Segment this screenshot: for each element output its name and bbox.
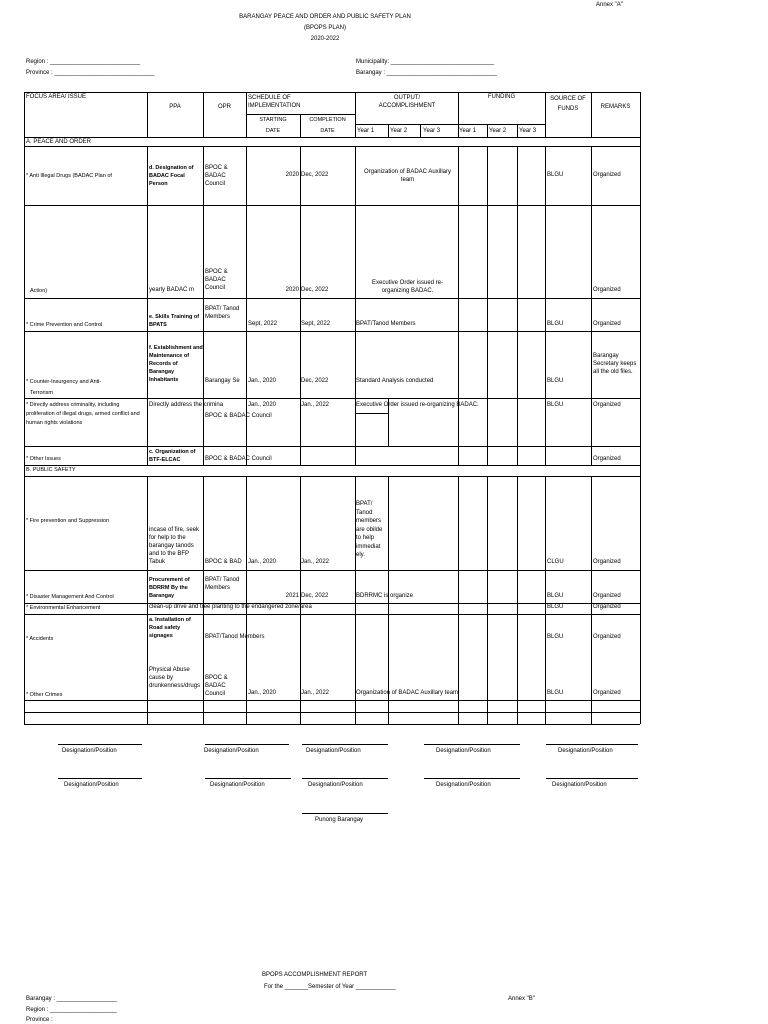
row7-output: BPAT/ Tanod members are obilde to help immediat ely.	[356, 501, 383, 558]
sig-9: Designation/Position	[436, 782, 491, 788]
row11-remarks: Organized	[593, 690, 621, 696]
row11-end: Jan., 2022	[301, 690, 330, 696]
report-title: BPOPS ACCOMPLISHMENT REPORT	[262, 972, 368, 978]
row3-ppa: e. Skills Training of BPATS	[149, 314, 200, 328]
row5-source: BLGU	[547, 402, 564, 408]
header-schedule: SCHEDULE OF IMPLEMENTATION	[248, 95, 301, 109]
sig-10: Designation/Position	[552, 782, 607, 788]
header-focus: FOCUS AREA/ ISSUE	[26, 94, 87, 100]
row4-source: BLGU	[547, 378, 564, 384]
sig-punong-barangay: Punong Barangay	[315, 817, 364, 823]
sig-3: Designation/Position	[306, 748, 361, 754]
row11-ppa: Physical Abuse cause by drunkenness/drugs	[149, 667, 201, 689]
row5-opr: BPOC & BADAC Council	[205, 413, 272, 419]
row5-remarks: Organized	[593, 402, 621, 408]
header-out-year2: Year 2	[390, 128, 408, 134]
row11-source: BLGU	[547, 690, 564, 696]
row3-output: BPAT/Tanod Members	[356, 321, 416, 327]
row5-start: Jan., 2020	[248, 402, 277, 408]
row6-remarks: Organized	[593, 456, 621, 462]
row7-ppa: incase of fire, seek for help to the barangay tanods and to the BFP Tabuk	[149, 527, 200, 565]
row2-output: Executive Order issued re-organizing BADAC.	[371, 280, 444, 294]
row3-source: BLGU	[547, 321, 564, 327]
header-ppa: PPA	[169, 104, 181, 110]
header-fund-year2: Year 2	[489, 128, 507, 134]
row9-source: BLGU	[547, 604, 564, 610]
province-field: Province : ______________________________	[26, 70, 155, 76]
doc-years: 2020-2022	[310, 36, 340, 42]
sig-5: Designation/Position	[558, 748, 613, 754]
row2-start: 2020	[285, 287, 299, 293]
row7-start: Jan., 2020	[248, 559, 277, 565]
municipality-field: Municipality: _______________________________	[356, 59, 495, 65]
row7-remarks: Organized	[593, 559, 621, 565]
row8-focus: * Disaster Management And Control	[26, 594, 114, 600]
row7-end: Jan., 2022	[301, 559, 330, 565]
header-remarks: REMARKS	[600, 104, 631, 110]
row8-source: BLGU	[547, 593, 564, 599]
header-fund-year3: Year 3	[519, 128, 537, 134]
row4-end: Dec, 2022	[301, 378, 329, 384]
row10-ppa: a. Installation of Road safety signages	[149, 617, 191, 639]
row9-remarks: Organized	[593, 604, 621, 610]
row4-opr: Barangay Se	[205, 378, 240, 384]
header-source: SOURCE OF FUNDS	[550, 96, 586, 112]
row5-ppa: Directly address the crimina	[149, 402, 224, 408]
header-fund-year1: Year 1	[459, 128, 477, 134]
row1-start: 2020	[285, 172, 299, 178]
header-completion: COMPLETION	[309, 117, 346, 123]
report-region-field: Region : ____________________	[26, 1007, 117, 1013]
sig-7: Designation/Position	[210, 782, 265, 788]
header-completion-date: DATE	[320, 128, 335, 134]
region-field: Region : ___________________________	[26, 59, 141, 65]
annex-b-label: Annex "B"	[508, 996, 535, 1002]
row4-output: Standard Analysis conducted	[356, 378, 434, 384]
row10-remarks: Organized	[593, 634, 621, 640]
row4-start: Jan., 2020	[248, 378, 277, 384]
doc-subtitle: (BPOPS PLAN)	[303, 25, 346, 31]
row3-remarks: Organized	[593, 321, 621, 327]
row4-focus-cont: Terrorism	[30, 390, 53, 396]
row5-focus: * Directly address criminality, including proliferation of illegal drugs, armed conflict and human rights violations	[26, 402, 140, 426]
row11-focus: * Other Crimes	[26, 692, 63, 698]
header-funding: FUNDING	[487, 94, 516, 100]
sig-2: Designation/Position	[204, 748, 259, 754]
row1-ppa: d. Designation of BADAC Focal Person	[149, 165, 194, 187]
row7-opr: BPOC & BAD	[205, 559, 242, 565]
sig-6: Designation/Position	[64, 782, 119, 788]
row11-start: Jan., 2020	[248, 690, 277, 696]
annex-a-label: Annex "A"	[596, 2, 623, 8]
row8-end: Dec, 2022	[301, 593, 329, 599]
row1-remarks: Organized	[593, 172, 621, 178]
row8-output: BDRRMC is organize	[356, 593, 414, 599]
row9-focus: * Environmental Enhancement	[26, 605, 101, 611]
row1-end: Dec, 2022	[301, 172, 329, 178]
row2-end: Dec, 2022	[301, 287, 329, 293]
row3-start: Sept, 2022	[248, 321, 278, 327]
row4-ppa: f. Establishment and Maintenance of Records of Barangay Inhabitants	[149, 345, 203, 383]
row10-focus: * Accidents	[26, 636, 54, 642]
doc-title: BARANGAY PEACE AND ORDER AND PUBLIC SAFETY PLAN	[239, 14, 411, 20]
row8-start: 2021	[285, 593, 299, 599]
section-public-safety: B. PUBLIC SAFETY	[26, 467, 76, 473]
header-out-year3: Year 3	[423, 128, 441, 134]
header-out-year1: Year 1	[357, 128, 375, 134]
row11-opr: BPOC & BADAC Council	[205, 675, 228, 697]
row2-opr: BPOC & BADAC Council	[205, 269, 228, 291]
row8-opr: BPAT/ Tanod Members	[205, 577, 240, 591]
row7-source: CLGU	[547, 559, 564, 565]
row11-output: Organization of BADAC Auxillary team	[356, 690, 459, 696]
row10-opr: BPAT/Tanod Members	[205, 634, 265, 640]
row1-focus: * Anti Illegal Drugs (BADAC Plan of	[26, 173, 112, 179]
row1-output: Organization of BADAC Auxillary team	[363, 169, 452, 183]
sig-1: Designation/Position	[62, 748, 117, 754]
row9-ppa: clean-up drive and tree planting to the endangered zone/area	[149, 604, 312, 610]
row6-opr: BPOC & BADAC Council	[205, 456, 272, 462]
row3-end: Sept, 2022	[301, 321, 331, 327]
sig-8: Designation/Position	[308, 782, 363, 788]
row5-end: Jan., 2022	[301, 402, 330, 408]
report-barangay-field: Barangay : __________________	[26, 996, 117, 1002]
row1-opr: BPOC & BADAC Council	[205, 165, 228, 187]
row2-focus: Action)	[30, 288, 48, 294]
row7-focus: * Fire prevention and Suppression	[26, 518, 110, 524]
row3-opr: BPAT/ Tanod Members	[205, 306, 240, 320]
row8-remarks: Organized	[593, 593, 621, 599]
header-starting: STARTING	[259, 117, 287, 123]
header-output: OUTPUT/ ACCOMPLISHMENT	[378, 95, 436, 109]
row4-focus: * Counter-Insurgency and Anti-	[26, 379, 102, 385]
row3-focus: * Crime Prevention and Control	[26, 322, 103, 328]
header-starting-date: DATE	[265, 128, 281, 134]
sig-4: Designation/Position	[436, 748, 491, 754]
row5-output: Executive Order issued re-organizing BADAC.	[356, 402, 479, 408]
row4-remarks: Barangay Secretary keeps all the old files.	[593, 353, 637, 375]
barangay-field: Barangay : _________________________________	[356, 70, 497, 76]
row8-ppa: Procurement of BDRRM By the Barangay	[149, 577, 190, 599]
section-peace-order: A. PEACE AND ORDER	[26, 139, 92, 145]
report-province-field: Province :	[26, 1017, 53, 1023]
report-semester: For the _______Semester of Year ____________	[264, 984, 396, 990]
row6-focus: * Other Issues	[26, 456, 61, 462]
row1-source: BLGU	[547, 172, 564, 178]
row2-ppa: yearly BADAC m	[149, 287, 195, 293]
row6-ppa: c. Organization of BTF-ELCAC	[149, 449, 196, 463]
row10-source: BLGU	[547, 634, 564, 640]
row2-remarks: Organized	[593, 287, 621, 293]
header-opr: OPR	[217, 104, 231, 110]
